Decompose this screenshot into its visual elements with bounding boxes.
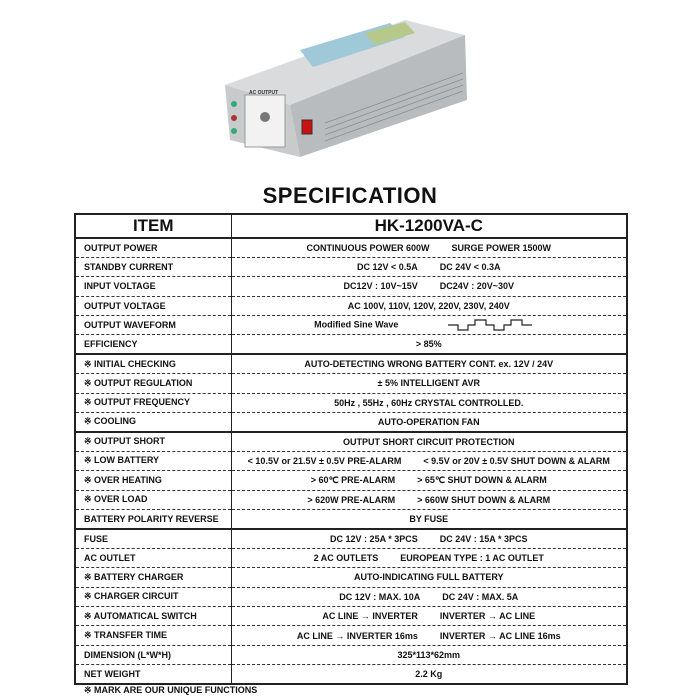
table-row <box>75 626 627 645</box>
value-text: EUROPEAN TYPE : 1 AC OUTLET <box>400 552 544 563</box>
value-text: Modified Sine Wave <box>314 319 399 330</box>
item-label: ※ AUTOMATICAL SWITCH <box>75 606 231 625</box>
item-label: ※ OVER HEATING <box>75 471 231 490</box>
item-value <box>231 257 627 276</box>
value-text: < 9.5V or 20V ± 0.5V SHUT DOWN & ALARM <box>423 455 610 466</box>
table-row <box>75 471 627 490</box>
value-text: > 65℃ SHUT DOWN & ALARM <box>417 474 547 485</box>
item-value <box>231 626 627 645</box>
specification-table <box>74 213 628 685</box>
table-row <box>75 490 627 509</box>
value-text: AC 100V, 110V, 120V, 220V, 230V, 240V <box>347 300 510 311</box>
item-value <box>231 606 627 625</box>
value-text: OUTPUT SHORT CIRCUIT PROTECTION <box>343 436 515 447</box>
item-value <box>231 432 627 451</box>
item-label: DIMENSION (L*W*H) <box>75 645 231 664</box>
item-value <box>231 665 627 684</box>
value-text: > 660W SHUT DOWN & ALARM <box>417 494 551 505</box>
value-text: 2 AC OUTLETS <box>313 552 379 563</box>
item-value <box>231 393 627 412</box>
table-row <box>75 393 627 412</box>
item-label: ※ OUTPUT FREQUENCY <box>75 393 231 412</box>
table-row <box>75 354 627 373</box>
item-label: OUTPUT POWER <box>75 238 231 257</box>
table-row <box>75 432 627 451</box>
value-text: < 10.5V or 21.5V ± 0.5V PRE-ALARM <box>247 455 402 466</box>
item-label: ※ BATTERY CHARGER <box>75 568 231 587</box>
table-row <box>75 257 627 276</box>
value-text: DC 12V : 25A * 3PCS <box>330 533 418 544</box>
item-value <box>231 509 627 528</box>
item-label: ※ TRANSFER TIME <box>75 626 231 645</box>
value-text: AUTO-OPERATION FAN <box>377 416 480 427</box>
item-value <box>231 335 627 354</box>
value-text: 50Hz , 55Hz , 60Hz CRYSTAL CONTROLLED. <box>334 397 524 408</box>
value-text: DC 24V < 0.3A <box>439 262 501 273</box>
value-text: INVERTER → AC LINE 16ms <box>439 630 561 641</box>
table-row <box>75 606 627 625</box>
value-text: > 620W PRE-ALARM <box>307 494 396 505</box>
item-label: ※ COOLING <box>75 413 231 432</box>
item-value <box>231 296 627 315</box>
item-value <box>231 529 627 548</box>
item-label: INPUT VOLTAGE <box>75 277 231 296</box>
table-row <box>75 316 627 335</box>
page-title: SPECIFICATION <box>262 183 438 208</box>
item-value <box>231 451 627 470</box>
item-value <box>231 587 627 606</box>
inverter-product-image <box>205 5 505 165</box>
item-value <box>231 471 627 490</box>
item-value <box>231 490 627 509</box>
table-row <box>75 665 627 684</box>
value-text: AUTO-INDICATING FULL BATTERY <box>354 572 504 583</box>
value-text: 2.2 Kg <box>415 669 443 680</box>
item-label: STANDBY CURRENT <box>75 257 231 276</box>
item-label: ※ OVER LOAD <box>75 490 231 509</box>
footnote: ※ MARK ARE OUR UNIQUE FUNCTIONS <box>84 685 258 695</box>
table-row <box>75 548 627 567</box>
item-label: BATTERY POLARITY REVERSE <box>75 509 231 528</box>
item-label: AC OUTLET <box>75 548 231 567</box>
item-label: EFFICIENCY <box>75 335 231 354</box>
table-row <box>75 296 627 315</box>
item-value <box>231 548 627 567</box>
item-value <box>231 645 627 664</box>
svg-text:AC OUTPUT: AC OUTPUT <box>249 90 279 96</box>
item-label: NET WEIGHT <box>84 669 141 680</box>
value-text: 325*113*62mm <box>397 649 461 660</box>
item-label: OUTPUT WAVEFORM <box>75 316 231 335</box>
item-label: ※ CHARGER CIRCUIT <box>75 587 231 606</box>
item-label: ※ INITIAL CHECKING <box>75 354 231 373</box>
item-value <box>231 316 627 335</box>
table-header-row <box>75 214 627 238</box>
table-row <box>75 238 627 257</box>
value-text: > 60℃ PRE-ALARM <box>310 474 396 485</box>
table-row <box>75 277 627 296</box>
table-row <box>75 529 627 548</box>
value-text: DC12V : 10V~15V <box>343 281 418 292</box>
table-row <box>75 451 627 470</box>
value-text: ± 5% INTELLIGENT AVR <box>377 378 480 389</box>
value-text: CONTINUOUS POWER 600W <box>306 242 430 253</box>
item-value <box>231 238 627 257</box>
item-value <box>231 374 627 393</box>
header-model: HK-1200VA-C <box>231 214 627 238</box>
item-value <box>231 413 627 432</box>
value-text: AC LINE → INVERTER 16ms <box>296 630 418 641</box>
item-label: ※ LOW BATTERY <box>75 451 231 470</box>
header-item: ITEM <box>75 214 231 238</box>
table-row <box>75 509 627 528</box>
value-text: AC LINE → INVERTER <box>322 611 418 622</box>
value-text: > 85% <box>415 339 442 350</box>
value-text: DC 24V : MAX. 5A <box>442 591 519 602</box>
item-label: FUSE <box>75 529 231 548</box>
item-value <box>231 354 627 373</box>
item-label: OUTPUT VOLTAGE <box>75 296 231 315</box>
value-text: DC 12V : MAX. 10A <box>339 591 421 602</box>
value-text: AUTO-DETECTING WRONG BATTERY CONT. ex. 12V / 24V <box>304 359 554 370</box>
value-text: INVERTER → AC LINE <box>439 611 536 622</box>
table-row <box>75 568 627 587</box>
value-text: SURGE POWER 1500W <box>451 242 552 253</box>
value-text: DC24V : 20V~30V <box>439 281 515 292</box>
item-label: ※ OUTPUT REGULATION <box>75 374 231 393</box>
table-row <box>75 645 627 664</box>
value-text: DC 24V : 15A * 3PCS <box>439 533 528 544</box>
item-value <box>231 277 627 296</box>
value-text: BY FUSE <box>409 513 449 524</box>
table-row <box>75 335 627 354</box>
modified-sine-waveform-icon <box>448 318 543 332</box>
table-row <box>75 413 627 432</box>
value-text: DC 12V < 0.5A <box>356 262 418 273</box>
table-row <box>75 587 627 606</box>
item-value <box>231 568 627 587</box>
item-label: ※ OUTPUT SHORT <box>75 432 231 451</box>
table-row <box>75 374 627 393</box>
